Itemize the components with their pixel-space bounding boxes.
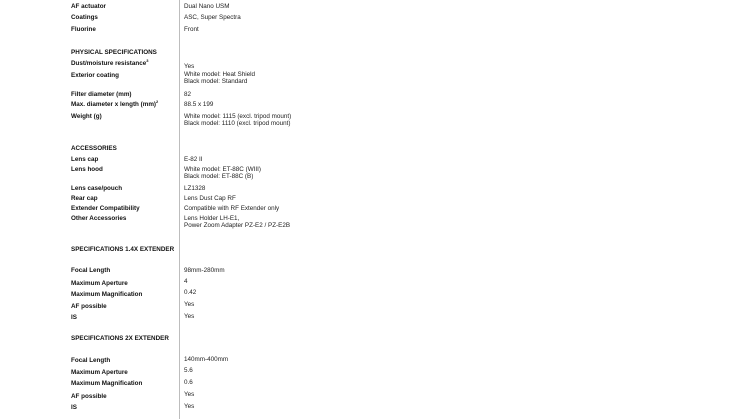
spec-value: 88.5 x 199: [184, 101, 214, 108]
spec-value: White model: Heat Shield Black model: Standard: [184, 71, 256, 86]
spec-value: White model: 1115 (excl. tripod mount) Black model: 1110 (excl. tripod mount): [184, 113, 292, 128]
spec-value: Compatible with RF Extender only: [184, 205, 280, 212]
spec-value: E-82 II: [184, 156, 203, 163]
spec-label: Filter diameter (mm): [71, 91, 132, 98]
section-heading-1-4x-extender: SPECIFICATIONS 1.4X EXTENDER: [71, 246, 175, 253]
section-heading-physical: PHYSICAL SPECIFICATIONS: [71, 49, 157, 56]
section-heading-2x-extender: SPECIFICATIONS 2X EXTENDER: [71, 335, 169, 342]
spec-label: Coatings: [71, 14, 98, 21]
spec-value: Yes: [184, 313, 195, 320]
spec-label: Fluorine: [71, 26, 96, 33]
spec-label: IS: [71, 314, 77, 321]
spec-value: ASC, Super Spectra: [184, 14, 241, 21]
spec-value: Yes: [184, 391, 195, 398]
spec-label: Weight (g): [71, 113, 102, 120]
section-heading-accessories: ACCESSORIES: [71, 145, 117, 152]
spec-value: 5.6: [184, 367, 193, 374]
spec-value: 82: [184, 91, 192, 98]
spec-label: Lens case/pouch: [71, 185, 123, 192]
spec-label: AF possible: [71, 393, 107, 400]
spec-value: Yes: [184, 403, 195, 410]
spec-value: Lens Dust Cap RF: [184, 195, 236, 202]
spec-value: 140mm-400mm: [184, 356, 229, 363]
spec-label: Lens cap: [71, 156, 99, 163]
spec-label: Maximum Aperture: [71, 369, 128, 376]
spec-value: LZ1328: [184, 185, 206, 192]
spec-label: Focal Length: [71, 267, 111, 274]
spec-value: 98mm-280mm: [184, 267, 225, 274]
spec-label: Maximum Magnification: [71, 291, 143, 298]
spec-value: White model: ET-88C (WIII) Black model: ET-88C (B): [184, 166, 261, 181]
spec-label: Other Accessories: [71, 215, 127, 222]
spec-label: AF actuator: [71, 3, 106, 10]
spec-value: 0.6: [184, 379, 193, 386]
spec-value: Yes: [184, 301, 195, 308]
spec-label: Max. diameter x length (mm)$^2$: [71, 99, 159, 108]
spec-label: Extender Compatibility: [71, 205, 140, 212]
spec-label: Rear cap: [71, 195, 98, 202]
spec-label: Maximum Magnification: [71, 380, 143, 387]
spec-label: Lens hood: [71, 166, 103, 173]
spec-value: Yes: [184, 63, 195, 70]
spec-value: Lens Holder LH-E1, Power Zoom Adapter PZ-E2 / PZ-E2B: [184, 215, 291, 230]
spec-value: Front: [184, 26, 199, 33]
spec-label: Focal Length: [71, 357, 111, 364]
spec-label: IS: [71, 404, 77, 411]
spec-label: Dust/moisture resistance$^3$: [71, 58, 149, 67]
spec-label: Exterior coating: [71, 72, 119, 79]
spec-value: Dual Nano USM: [184, 3, 230, 10]
spec-value: 0.42: [184, 289, 197, 296]
spec-value: 4: [184, 278, 188, 285]
spec-label: AF possible: [71, 303, 107, 310]
column-divider: [179, 0, 180, 419]
spec-label: Maximum Aperture: [71, 280, 128, 287]
